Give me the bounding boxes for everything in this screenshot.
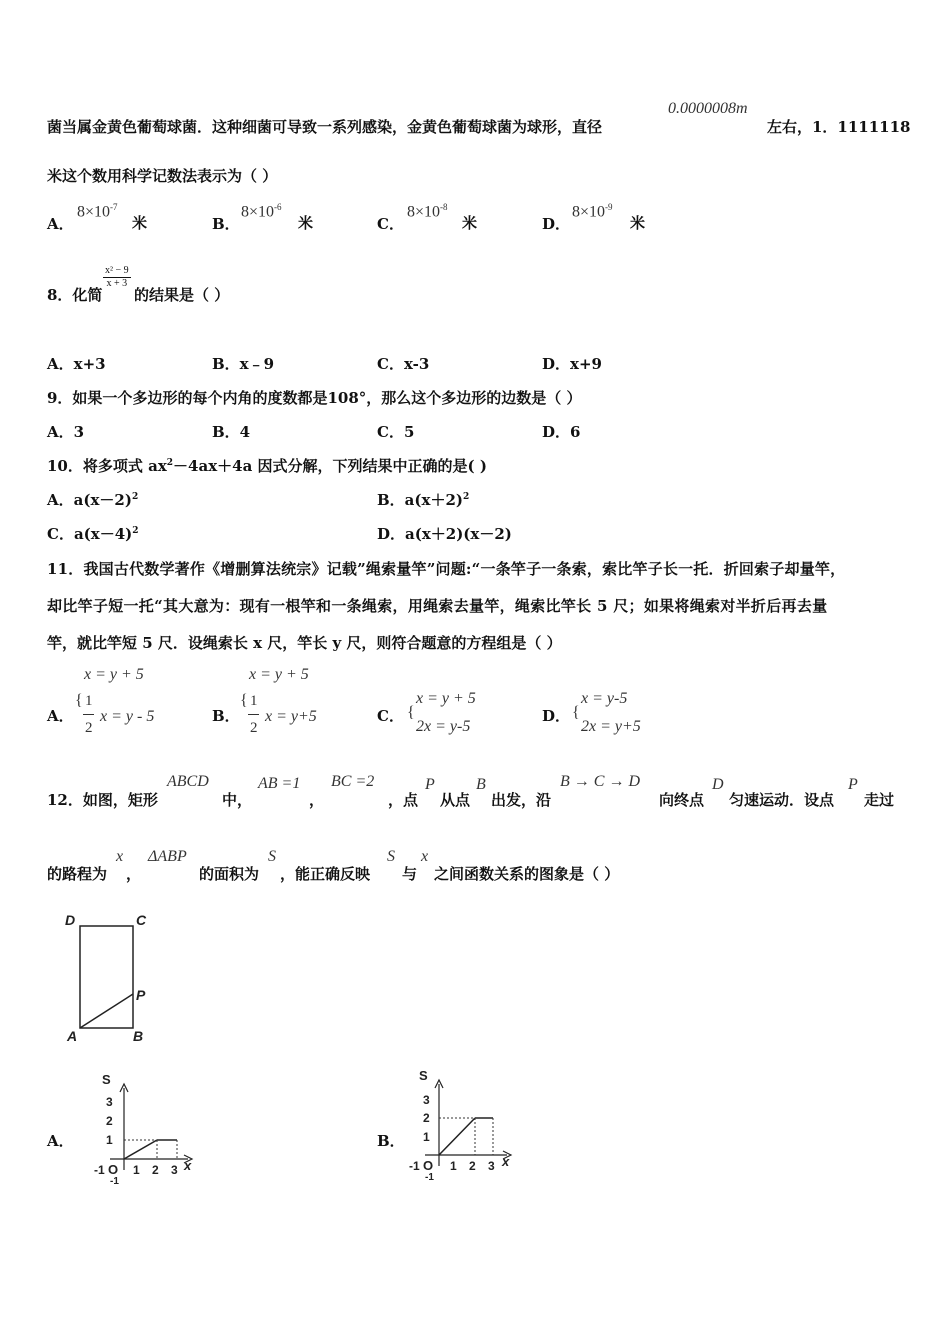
q12-graph-b (403, 1066, 523, 1186)
q7-diameter (668, 100, 748, 118)
graph-a-tick-neg1: -1 (94, 1163, 105, 1177)
q7-option-a-label: A． (47, 215, 74, 233)
q12-point-b-1: B (476, 776, 486, 793)
q12-line2-f: 之间函数关系的图象是（ ） (434, 865, 620, 883)
graph-b-tick-x1: 1 (450, 1159, 457, 1173)
graph-a-tick-negy: -1 (110, 1176, 119, 1187)
q7-diameter-value: 0.0000008 (668, 100, 736, 117)
q12-triangle-abp: ΔABP (148, 848, 187, 865)
q11-option-b-eq1: x = y + 5 (249, 666, 309, 683)
q7-option-b-expr: $8\times 10^{-6}$ (241, 202, 282, 221)
q12-bc: BC =2 (331, 773, 375, 790)
q7-diameter-unit: m (736, 100, 748, 117)
q11-option-b-half-num: 1 (250, 693, 258, 709)
graph-b-origin: O (423, 1158, 434, 1173)
q8-suffix: 的结果是（ ） (134, 286, 230, 304)
q11-option-b-label: B． (212, 707, 240, 725)
graph-b-tick-negy: -1 (425, 1172, 434, 1183)
q12-option-b-label: B． (377, 1132, 405, 1150)
q12-text-8: 走过 (864, 791, 895, 809)
q11-option-a-fraction-bar (83, 714, 94, 715)
graph-b-tick-y3: 3 (423, 1093, 430, 1107)
q12-abcd: ABCD (167, 773, 209, 790)
graph-b-x-label: x (502, 1154, 510, 1169)
figure-label-c: C (136, 912, 147, 928)
graph-b-tick-y2: 2 (423, 1111, 430, 1125)
q8-option-b: B．x﹣9 (212, 355, 275, 373)
q12-line2-b: ， (126, 865, 142, 883)
q11-option-b-half-den: 2 (250, 720, 258, 736)
q10-text: 10．将多项式 $ax^2-4ax+4a$ 因式分解，下列结果中正确的是( ) (47, 457, 487, 475)
q10-option-c: C．$a(x-4)^2$ (47, 525, 139, 543)
q7-option-c-unit: 米 (462, 214, 478, 232)
q8-frac-denominator: x + 3 (106, 278, 128, 289)
figure-label-b: B (133, 1028, 144, 1044)
q12-option-a-label: A． (47, 1132, 74, 1150)
q11-option-d-brace: { (572, 704, 580, 721)
q10-option-d: D．a(x＋2)(x－2) (377, 525, 512, 543)
q9-option-c: C．5 (377, 423, 415, 441)
q12-var-s-1: S (268, 848, 276, 865)
q7-option-d-expr: $8\times 10^{-9}$ (572, 202, 613, 221)
q7-option-b-unit: 米 (298, 214, 314, 232)
q12-point-p-1: P (425, 776, 435, 793)
q12-var-x-1: x (116, 848, 124, 865)
figure-label-a: A (67, 1028, 78, 1044)
rectangle-abcd (80, 926, 133, 1028)
q7-line1a: 菌当属金黄色葡萄球菌．这种细菌可导致一系列感染，金黄色葡萄球菌为球形，直径 (47, 118, 603, 136)
q12-text-7: 匀速运动．设点 (729, 791, 835, 809)
q11-option-a-half-den: 2 (85, 720, 93, 736)
q8-option-a: A．x+3 (47, 355, 106, 373)
q12-path: B → C → D (560, 773, 640, 790)
q8-fraction (103, 265, 131, 290)
q11-option-c-brace: { (407, 704, 415, 721)
graph-b-tick-y1: 1 (423, 1130, 430, 1144)
q12-ab: AB =1 (258, 775, 301, 792)
graph-a-tick-y3: 3 (106, 1095, 113, 1109)
q12-text-2: 中， (222, 791, 253, 809)
q11-option-a-eq1: x = y + 5 (84, 666, 144, 683)
graph-b-tick-x2: 2 (469, 1159, 476, 1173)
q8-prefix: 8．化简 (47, 286, 103, 304)
q10-option-a: A．$a(x-2)^2$ (47, 491, 139, 509)
q11-line3: 竿，就比竿短 5 尺．设绳索长 x 尺，竿长 y 尺，则符合题意的方程组是（ ） (47, 634, 562, 652)
q11-option-c-eq1: x = y + 5 (416, 690, 476, 707)
q12-var-s-2: S (387, 848, 395, 865)
graph-b-rising-line (439, 1118, 475, 1155)
q9-option-d: D．6 (542, 423, 581, 441)
q10-option-b: B．$a(x+2)^2$ (377, 491, 470, 509)
graph-a-origin: O (108, 1162, 119, 1177)
q11-option-c-eq2: 2x = y-5 (416, 718, 471, 735)
q11-option-a-half-num: 1 (85, 693, 93, 709)
q7-option-c-expr: $8\times 10^{-8}$ (407, 202, 448, 221)
q7-line2: 米这个数用科学记数法表示为（ ） (47, 167, 278, 185)
graph-b-s-label: S (419, 1068, 428, 1083)
q12-line2-c: 的面积为 (199, 865, 260, 883)
q7-line1b: 左右，1．1111118 (767, 118, 911, 136)
graph-b-tick-neg1: -1 (409, 1159, 420, 1173)
q11-option-a-label: A． (47, 707, 74, 725)
q12-text-6: 向终点 (659, 791, 705, 809)
q7-option-c-label: C． (377, 215, 404, 233)
graph-a-x-label: x (184, 1158, 192, 1173)
q11-option-b-eq2: x = y+5 (265, 708, 317, 725)
q8-option-d: D．x+9 (542, 355, 602, 373)
q12-text-5: 出发，沿 (491, 791, 552, 809)
q11-option-d-eq1: x = y-5 (581, 690, 628, 707)
q11-line1: 11．我国古代数学著作《增删算法统宗》记载”绳索量竿”问题:“一条竿子一条索，索比竿子长一托．折回索子却量竿， (47, 560, 846, 578)
q8-option-c: C．x-3 (377, 355, 430, 373)
figure-label-p: P (136, 987, 146, 1003)
graph-a-rising-line (124, 1140, 157, 1159)
graph-a-tick-y1: 1 (106, 1133, 113, 1147)
q11-option-d-eq2: 2x = y+5 (581, 718, 641, 735)
q12-text-3: ，点 (388, 791, 419, 809)
q12-var-x-2: x (421, 848, 429, 865)
graph-a-tick-x1: 1 (133, 1163, 140, 1177)
q12-graph-a (88, 1070, 198, 1190)
graph-a-tick-y2: 2 (106, 1114, 113, 1128)
q9-option-a: A．3 (47, 423, 85, 441)
q12-point-d-1: D (712, 776, 724, 793)
q9-text: 9．如果一个多边形的每个内角的度数都是108°，那么这个多边形的边数是（ ） (47, 389, 582, 407)
graph-a-tick-x2: 2 (152, 1163, 159, 1177)
q11-option-d-label: D． (542, 707, 571, 725)
q8-frac-numerator: x² − 9 (105, 265, 129, 276)
q12-text-4: 从点 (440, 791, 471, 809)
q7-option-a-unit: 米 (132, 214, 148, 232)
q11-option-b-fraction-bar (248, 714, 259, 715)
segment-ap (80, 994, 133, 1028)
q11-option-b-brace: { (240, 692, 248, 709)
q7-option-b-label: B． (212, 215, 240, 233)
graph-a-s-label: S (102, 1072, 111, 1087)
q12-line2-a: 的路程为 (47, 865, 108, 883)
graph-b-tick-x3: 3 (488, 1159, 495, 1173)
q12-line2-d: ，能正确反映 (280, 865, 371, 883)
figure-label-d: D (65, 912, 76, 928)
q12-comma-1: ， (309, 791, 325, 809)
q11-option-c-label: C． (377, 707, 404, 725)
q12-text-1: 12．如图，矩形 (47, 791, 158, 809)
graph-a-tick-x3: 3 (171, 1163, 178, 1177)
q7-option-d-label: D． (542, 215, 571, 233)
q7-option-a-expr: $8\times 10^{-7}$ (77, 202, 118, 221)
q11-option-a-eq2: x = y - 5 (100, 708, 155, 725)
q12-rectangle-figure (60, 908, 160, 1048)
q9-option-b: B．4 (212, 423, 251, 441)
q11-line2: 却比竿子短一托“其大意为：现有一根竿和一条绳索，用绳索去量竿，绳索比竿长 5 尺；如果将绳索对半折后再去量 (47, 597, 828, 615)
q12-point-p-2: P (848, 776, 858, 793)
q12-line2-e: 与 (402, 865, 418, 883)
q11-option-a-brace: { (75, 692, 83, 709)
q7-option-d-unit: 米 (630, 214, 646, 232)
